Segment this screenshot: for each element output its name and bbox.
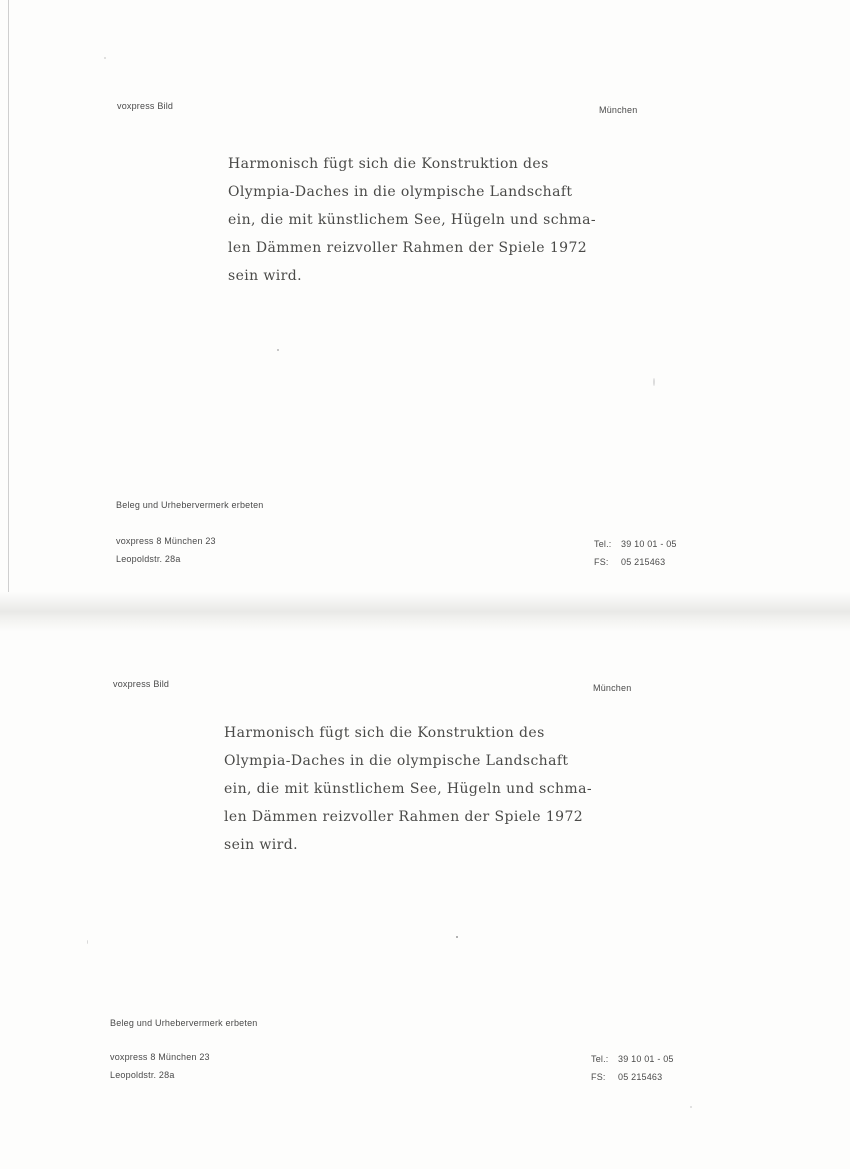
- caption-line: sein wird.: [224, 837, 298, 853]
- paper-speck: [653, 378, 655, 386]
- caption-line: Harmonisch fügt sich die Konstruktion des: [228, 156, 549, 172]
- address-line: Leopoldstr. 28a: [116, 554, 181, 564]
- address-block: [110, 1051, 210, 1081]
- telex-row: [594, 556, 677, 568]
- telephone-label: Tel.:: [594, 539, 612, 549]
- agency-label: voxpress Bild: [117, 101, 174, 111]
- contact-block: [594, 538, 677, 568]
- telex-label: FS:: [594, 557, 609, 567]
- address-line: Leopoldstr. 28a: [110, 1070, 175, 1080]
- caption-line: ein, die mit künstlichem See, Hügeln und schma-: [224, 781, 592, 797]
- address-block: [116, 535, 216, 565]
- caption-line: ein, die mit künstlichem See, Hügeln und schma-: [228, 212, 596, 228]
- caption-line: Olympia-Daches in die olympische Landschaft: [228, 184, 573, 200]
- caption-line: len Dämmen reizvoller Rahmen der Spiele 1972: [224, 809, 584, 825]
- caption-line: sein wird.: [228, 268, 302, 284]
- credit-note: Beleg und Urhebervermerk erbeten: [116, 500, 264, 510]
- address-line: voxpress 8 München 23: [116, 536, 216, 546]
- caption-sheet-bottom: [0, 580, 850, 1169]
- photo-caption: [224, 719, 592, 859]
- paper-speck: [456, 936, 458, 938]
- telephone-label: Tel.:: [591, 1054, 609, 1064]
- telex-number: 05 215463: [621, 557, 666, 567]
- paper-speck: [104, 57, 106, 59]
- city-label: München: [593, 683, 632, 693]
- contact-block: [591, 1053, 674, 1083]
- address-line: voxpress 8 München 23: [110, 1052, 210, 1062]
- credit-note: Beleg und Urhebervermerk erbeten: [110, 1018, 258, 1028]
- telephone-number: 39 10 01 - 05: [621, 539, 677, 549]
- telephone-number: 39 10 01 - 05: [618, 1054, 674, 1064]
- telex-row: [591, 1071, 674, 1083]
- telephone-row: [594, 538, 677, 550]
- caption-line: Olympia-Daches in die olympische Landschaft: [224, 753, 569, 769]
- city-label: München: [599, 105, 638, 115]
- telex-number: 05 215463: [618, 1072, 663, 1082]
- photo-caption: [228, 150, 596, 290]
- telephone-row: [591, 1053, 674, 1065]
- paper-speck: [690, 1106, 692, 1108]
- caption-line: len Dämmen reizvoller Rahmen der Spiele 1972: [228, 240, 588, 256]
- caption-line: Harmonisch fügt sich die Konstruktion des: [224, 725, 545, 741]
- paper-speck: [87, 940, 88, 944]
- agency-label: voxpress Bild: [113, 679, 170, 689]
- telex-label: FS:: [591, 1072, 606, 1082]
- paper-speck: [277, 349, 279, 351]
